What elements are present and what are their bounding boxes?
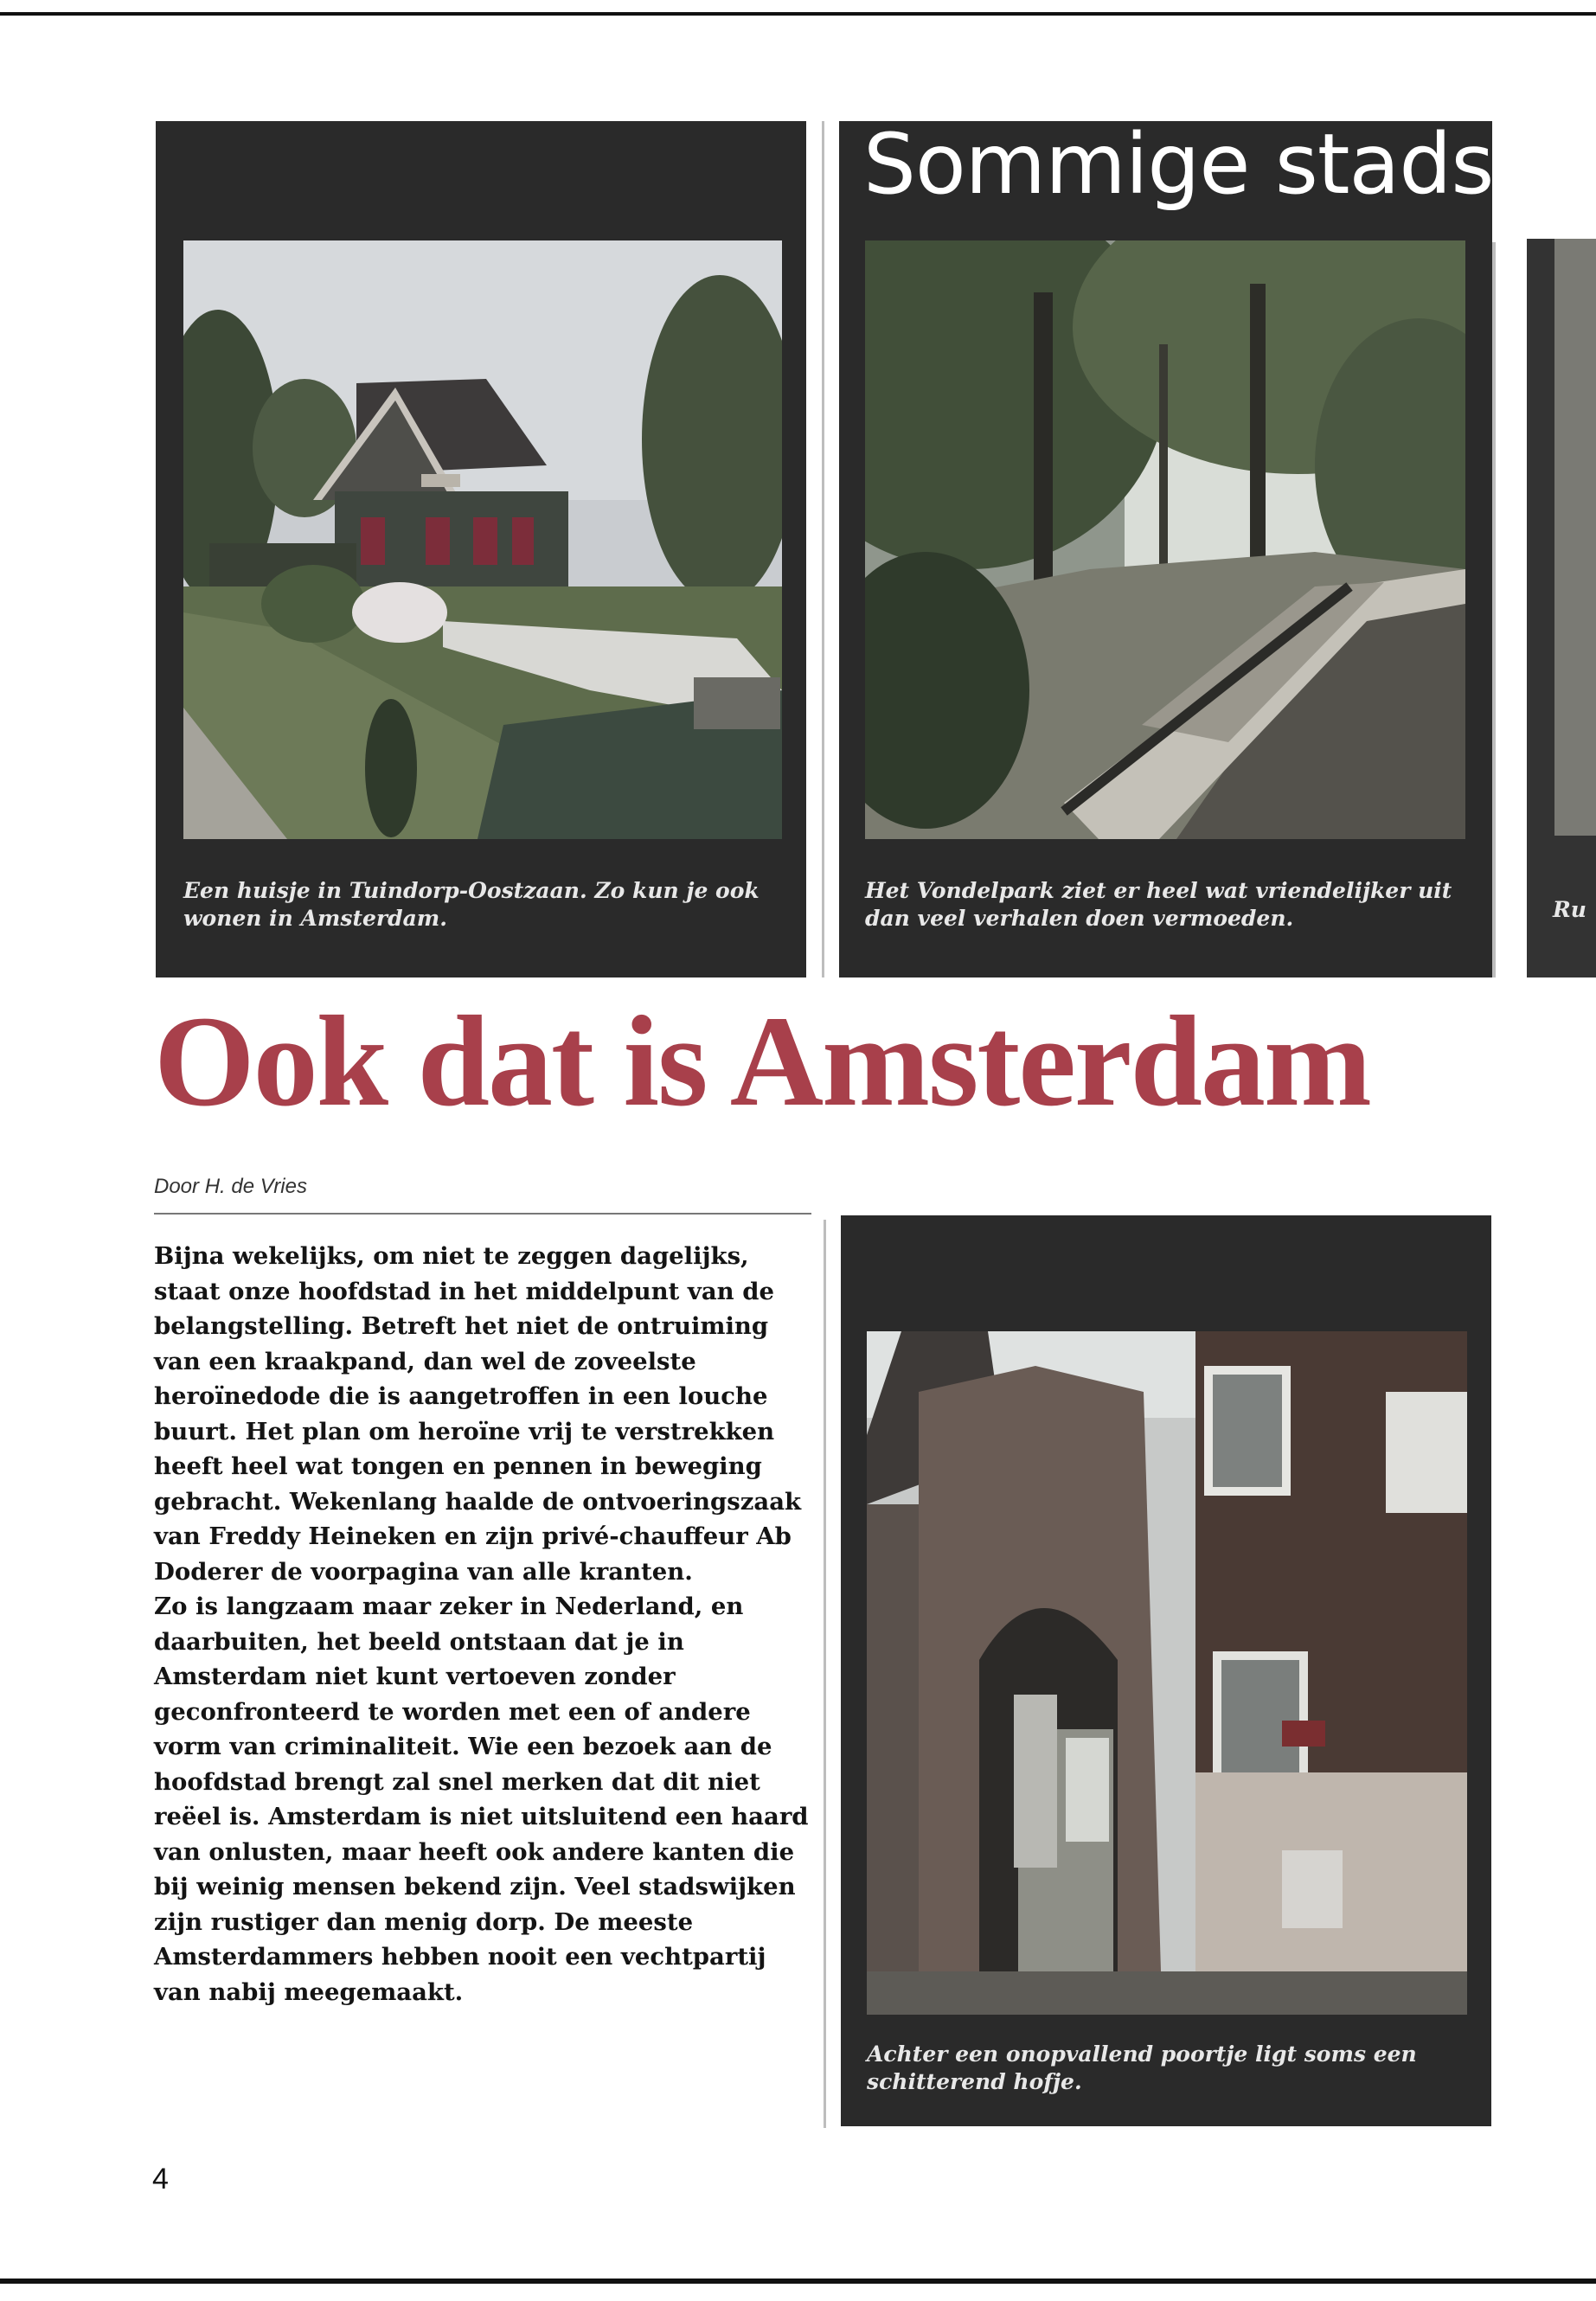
banner-headline: Sommige stadsw <box>863 116 1561 213</box>
house-photo <box>183 240 782 839</box>
column-rule-bottom <box>824 1220 826 2128</box>
photo-panel-edge <box>1527 239 1596 977</box>
scan-border-bottom <box>0 2279 1596 2284</box>
article-body <box>154 1239 813 2009</box>
paragraph-1: Bijna wekelijks, om niet te zeggen dagelijks, staat onze hoofdstad in het middelpunt van de belangstelling. Betreft het niet de ontruiming van een kraakpand, dan wel de zoveelste heroïnedode die is aangetroffen in een louche buurt. Het plan om heroïne vrij te verstrekken heeft heel wat tongen en pennen in beweging gebracht. Wekenlang haalde de ontvoeringszaak van Freddy Heineken en zijn privé-chauffeur Ab Doderer de voorpagina van alle kranten. <box>154 1242 802 1586</box>
house-caption: Een huisje in Tuindorp-Oostzaan. Zo kun je ook wonen in Amsterdam. <box>183 878 760 931</box>
article-headline: Ook dat is Amsterdam <box>154 990 1370 1133</box>
edge-photo <box>1554 239 1596 836</box>
byline-rule <box>154 1213 811 1215</box>
gate-photo <box>867 1331 1467 2015</box>
gate-caption: Achter een onopvallend poortje ligt soms een schitterend hofje. <box>867 2041 1417 2094</box>
page-number: 4 <box>152 2163 169 2195</box>
park-photo <box>865 240 1465 839</box>
column-rule-top <box>822 121 824 977</box>
photo-panel-park <box>839 121 1492 977</box>
edge-caption: Ru <box>1553 897 1586 922</box>
photo-panel-house <box>156 121 806 977</box>
paragraph-2: Zo is langzaam maar zeker in Nederland, en daarbuiten, het beeld ontstaan dat je in Amsterdam niet kunt vertoeven zonder geconfronteerd te worden met een of andere vorm van criminaliteit. Wie een bezoek aan de hoofdstad brengt zal snel merken dat dit niet reëel is. Amsterdam is niet uitsluitend een haard van onlusten, maar heeft ook andere kanten die bij weinig mensen bekend zijn. Veel stadswijken zijn rustiger dan menig dorp. De meeste Amsterdammers hebben nooit een vechtpartij van nabij meegemaakt. <box>154 1593 809 2006</box>
column-rule-right <box>1492 242 1496 977</box>
photo-panel-gate <box>841 1215 1491 2126</box>
scan-border-top <box>0 12 1596 16</box>
park-caption: Het Vondelpark ziet er heel wat vriendelijker uit dan veel verhalen doen vermoeden. <box>865 878 1452 931</box>
byline: Door H. de Vries <box>154 1175 307 1198</box>
